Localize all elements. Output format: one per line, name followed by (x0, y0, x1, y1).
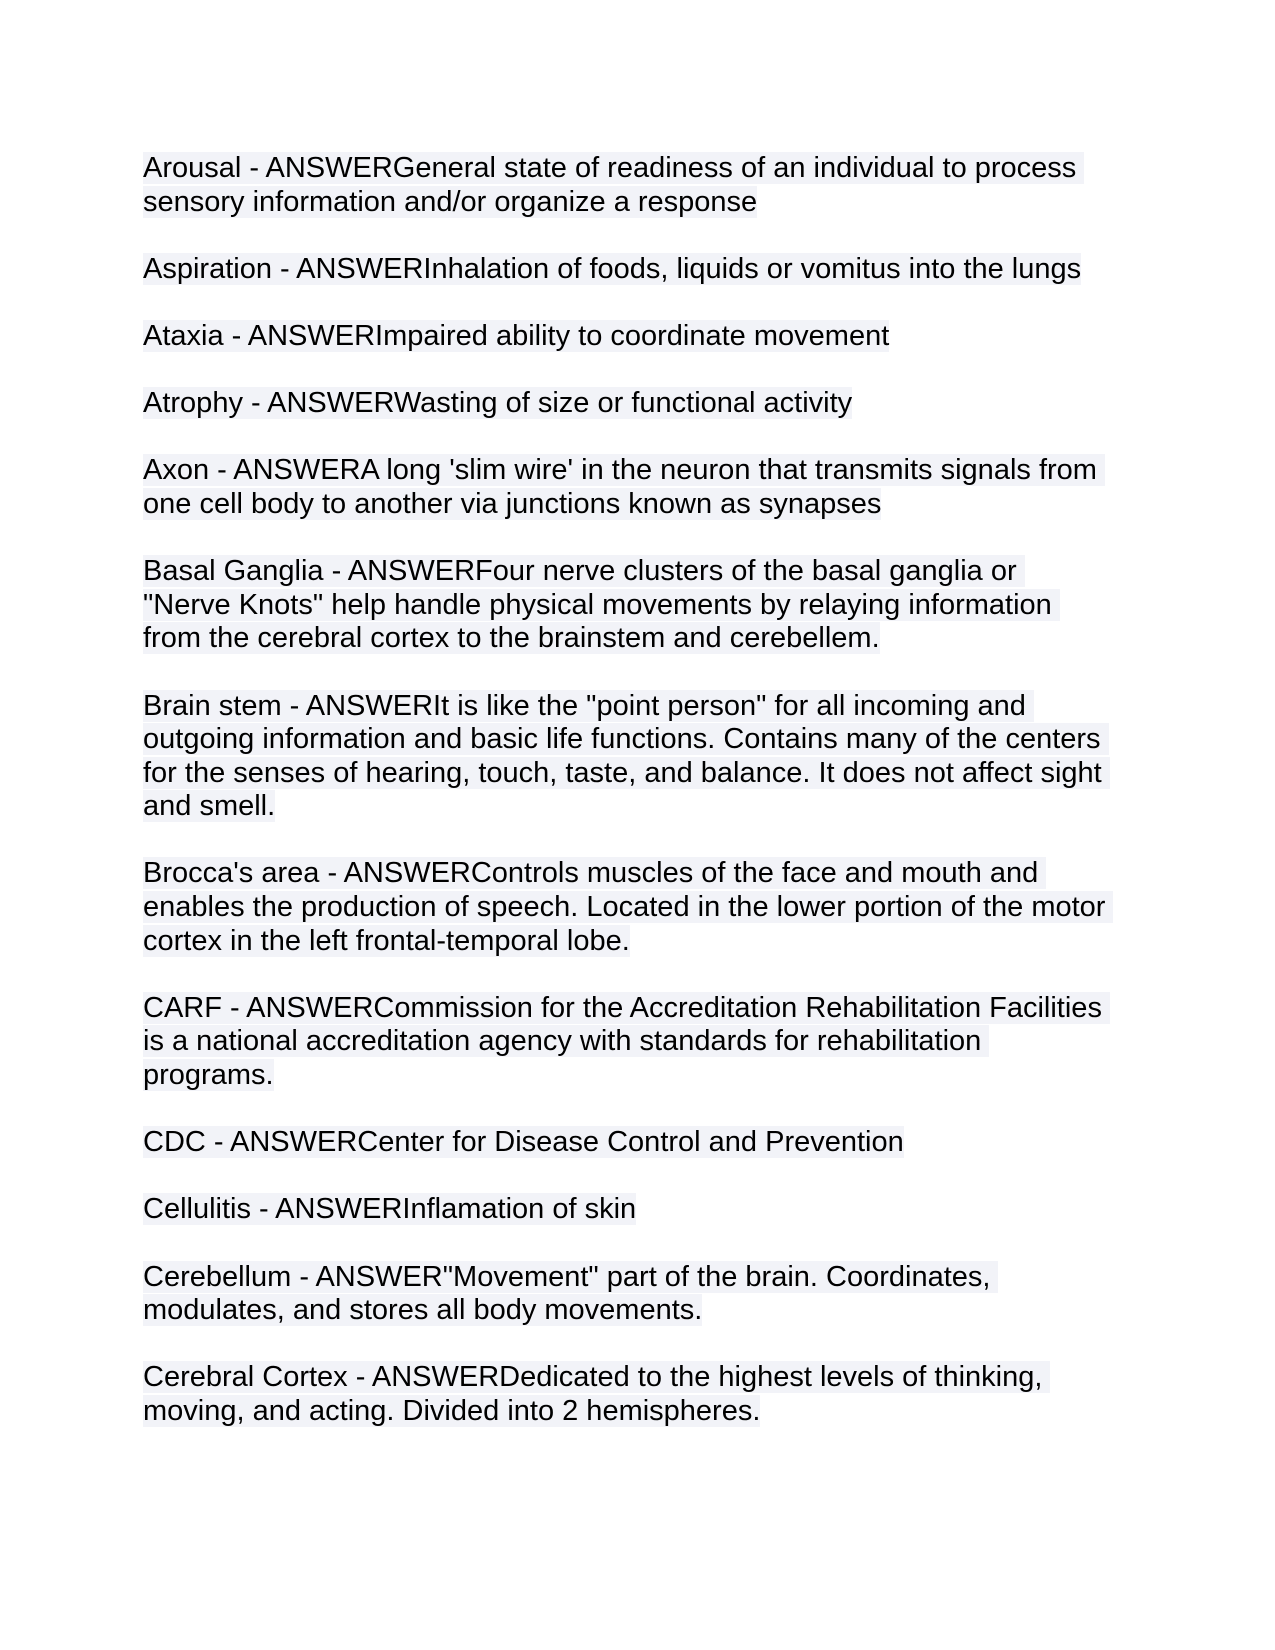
text-line (143, 555, 1143, 589)
flashcard-ataxia (143, 320, 1143, 354)
highlighted-text: "Nerve Knots" help handle physical movements by relaying information (143, 589, 1060, 621)
text-line (143, 253, 1143, 287)
highlighted-text: programs. (143, 1059, 274, 1092)
flashcard-basal-ganglia (143, 555, 1143, 656)
highlighted-text: Atrophy - ANSWERWasting of size or functional activity (143, 387, 853, 420)
text-line (143, 1126, 1143, 1160)
highlighted-text: Cerebral Cortex - ANSWERDedicated to the highest levels of thinking, (143, 1361, 1050, 1393)
highlighted-text: for the senses of hearing, touch, taste, and balance. It does not affect sight (143, 757, 1110, 789)
flashcard-brain-stem (143, 690, 1143, 824)
text-line (143, 690, 1143, 724)
flashcard-cdc (143, 1126, 1143, 1160)
flashcard-axon (143, 454, 1143, 521)
text-line (143, 589, 1143, 623)
text-line (143, 790, 1143, 824)
text-line (143, 723, 1143, 757)
highlighted-text: CARF - ANSWERCommission for the Accreditation Rehabilitation Facilities (143, 992, 1110, 1024)
text-line (143, 1294, 1143, 1328)
text-line (143, 387, 1143, 421)
flashcard-aspiration (143, 253, 1143, 287)
flashcard-cerebellum (143, 1261, 1143, 1328)
highlighted-text: Ataxia - ANSWERImpaired ability to coordinate movement (143, 319, 890, 352)
highlighted-text: Arousal - ANSWERGeneral state of readiness of an individual to process (143, 152, 1084, 184)
text-line (143, 992, 1143, 1026)
highlighted-text: CDC - ANSWERCenter for Disease Control and Prevention (143, 1126, 904, 1159)
text-line (143, 454, 1143, 488)
text-line (143, 488, 1143, 522)
highlighted-text: cortex in the left frontal-temporal lobe. (143, 924, 630, 957)
highlighted-text: one cell body to another via junctions known as synapses (143, 487, 882, 520)
text-line (143, 925, 1143, 959)
highlighted-text: Brain stem - ANSWERIt is like the "point person" for all incoming and (143, 690, 1034, 722)
highlighted-text: moving, and acting. Divided into 2 hemispheres. (143, 1394, 761, 1427)
text-line (143, 857, 1143, 891)
text-line (143, 1193, 1143, 1227)
flashcard-carf (143, 992, 1143, 1093)
highlighted-text: outgoing information and basic life functions. Contains many of the centers (143, 723, 1109, 755)
flashcard-arousal (143, 152, 1143, 219)
flashcard-definitions-list (143, 152, 1143, 1429)
text-line (143, 152, 1143, 186)
highlighted-text: Basal Ganglia - ANSWERFour nerve clusters of the basal ganglia or (143, 555, 1025, 587)
highlighted-text: from the cerebral cortex to the brainstem and cerebellem. (143, 622, 880, 655)
highlighted-text: modulates, and stores all body movements. (143, 1294, 703, 1327)
flashcard-cerebral-cortex (143, 1361, 1143, 1428)
flashcard-cellulitis (143, 1193, 1143, 1227)
text-line (143, 891, 1143, 925)
highlighted-text: Cerebellum - ANSWER"Movement" part of the brain. Coordinates, (143, 1261, 998, 1293)
text-line (143, 1395, 1143, 1429)
text-line (143, 1361, 1143, 1395)
text-line (143, 757, 1143, 791)
text-line (143, 1025, 1143, 1059)
highlighted-text: and smell. (143, 790, 276, 823)
text-line (143, 1261, 1143, 1295)
highlighted-text: Brocca's area - ANSWERControls muscles of the face and mouth and (143, 857, 1046, 889)
flashcard-broccas-area (143, 857, 1143, 958)
text-line (143, 1059, 1143, 1093)
highlighted-text: Aspiration - ANSWERInhalation of foods, liquids or vomitus into the lungs (143, 252, 1082, 285)
text-line (143, 320, 1143, 354)
highlighted-text: Axon - ANSWERA long 'slim wire' in the neuron that transmits signals from (143, 454, 1105, 486)
highlighted-text: Cellulitis - ANSWERInflamation of skin (143, 1193, 637, 1226)
text-line (143, 186, 1143, 220)
text-line (143, 622, 1143, 656)
highlighted-text: sensory information and/or organize a response (143, 185, 758, 218)
flashcard-atrophy (143, 387, 1143, 421)
highlighted-text: enables the production of speech. Located in the lower portion of the motor (143, 891, 1113, 923)
highlighted-text: is a national accreditation agency with standards for rehabilitation (143, 1025, 989, 1057)
